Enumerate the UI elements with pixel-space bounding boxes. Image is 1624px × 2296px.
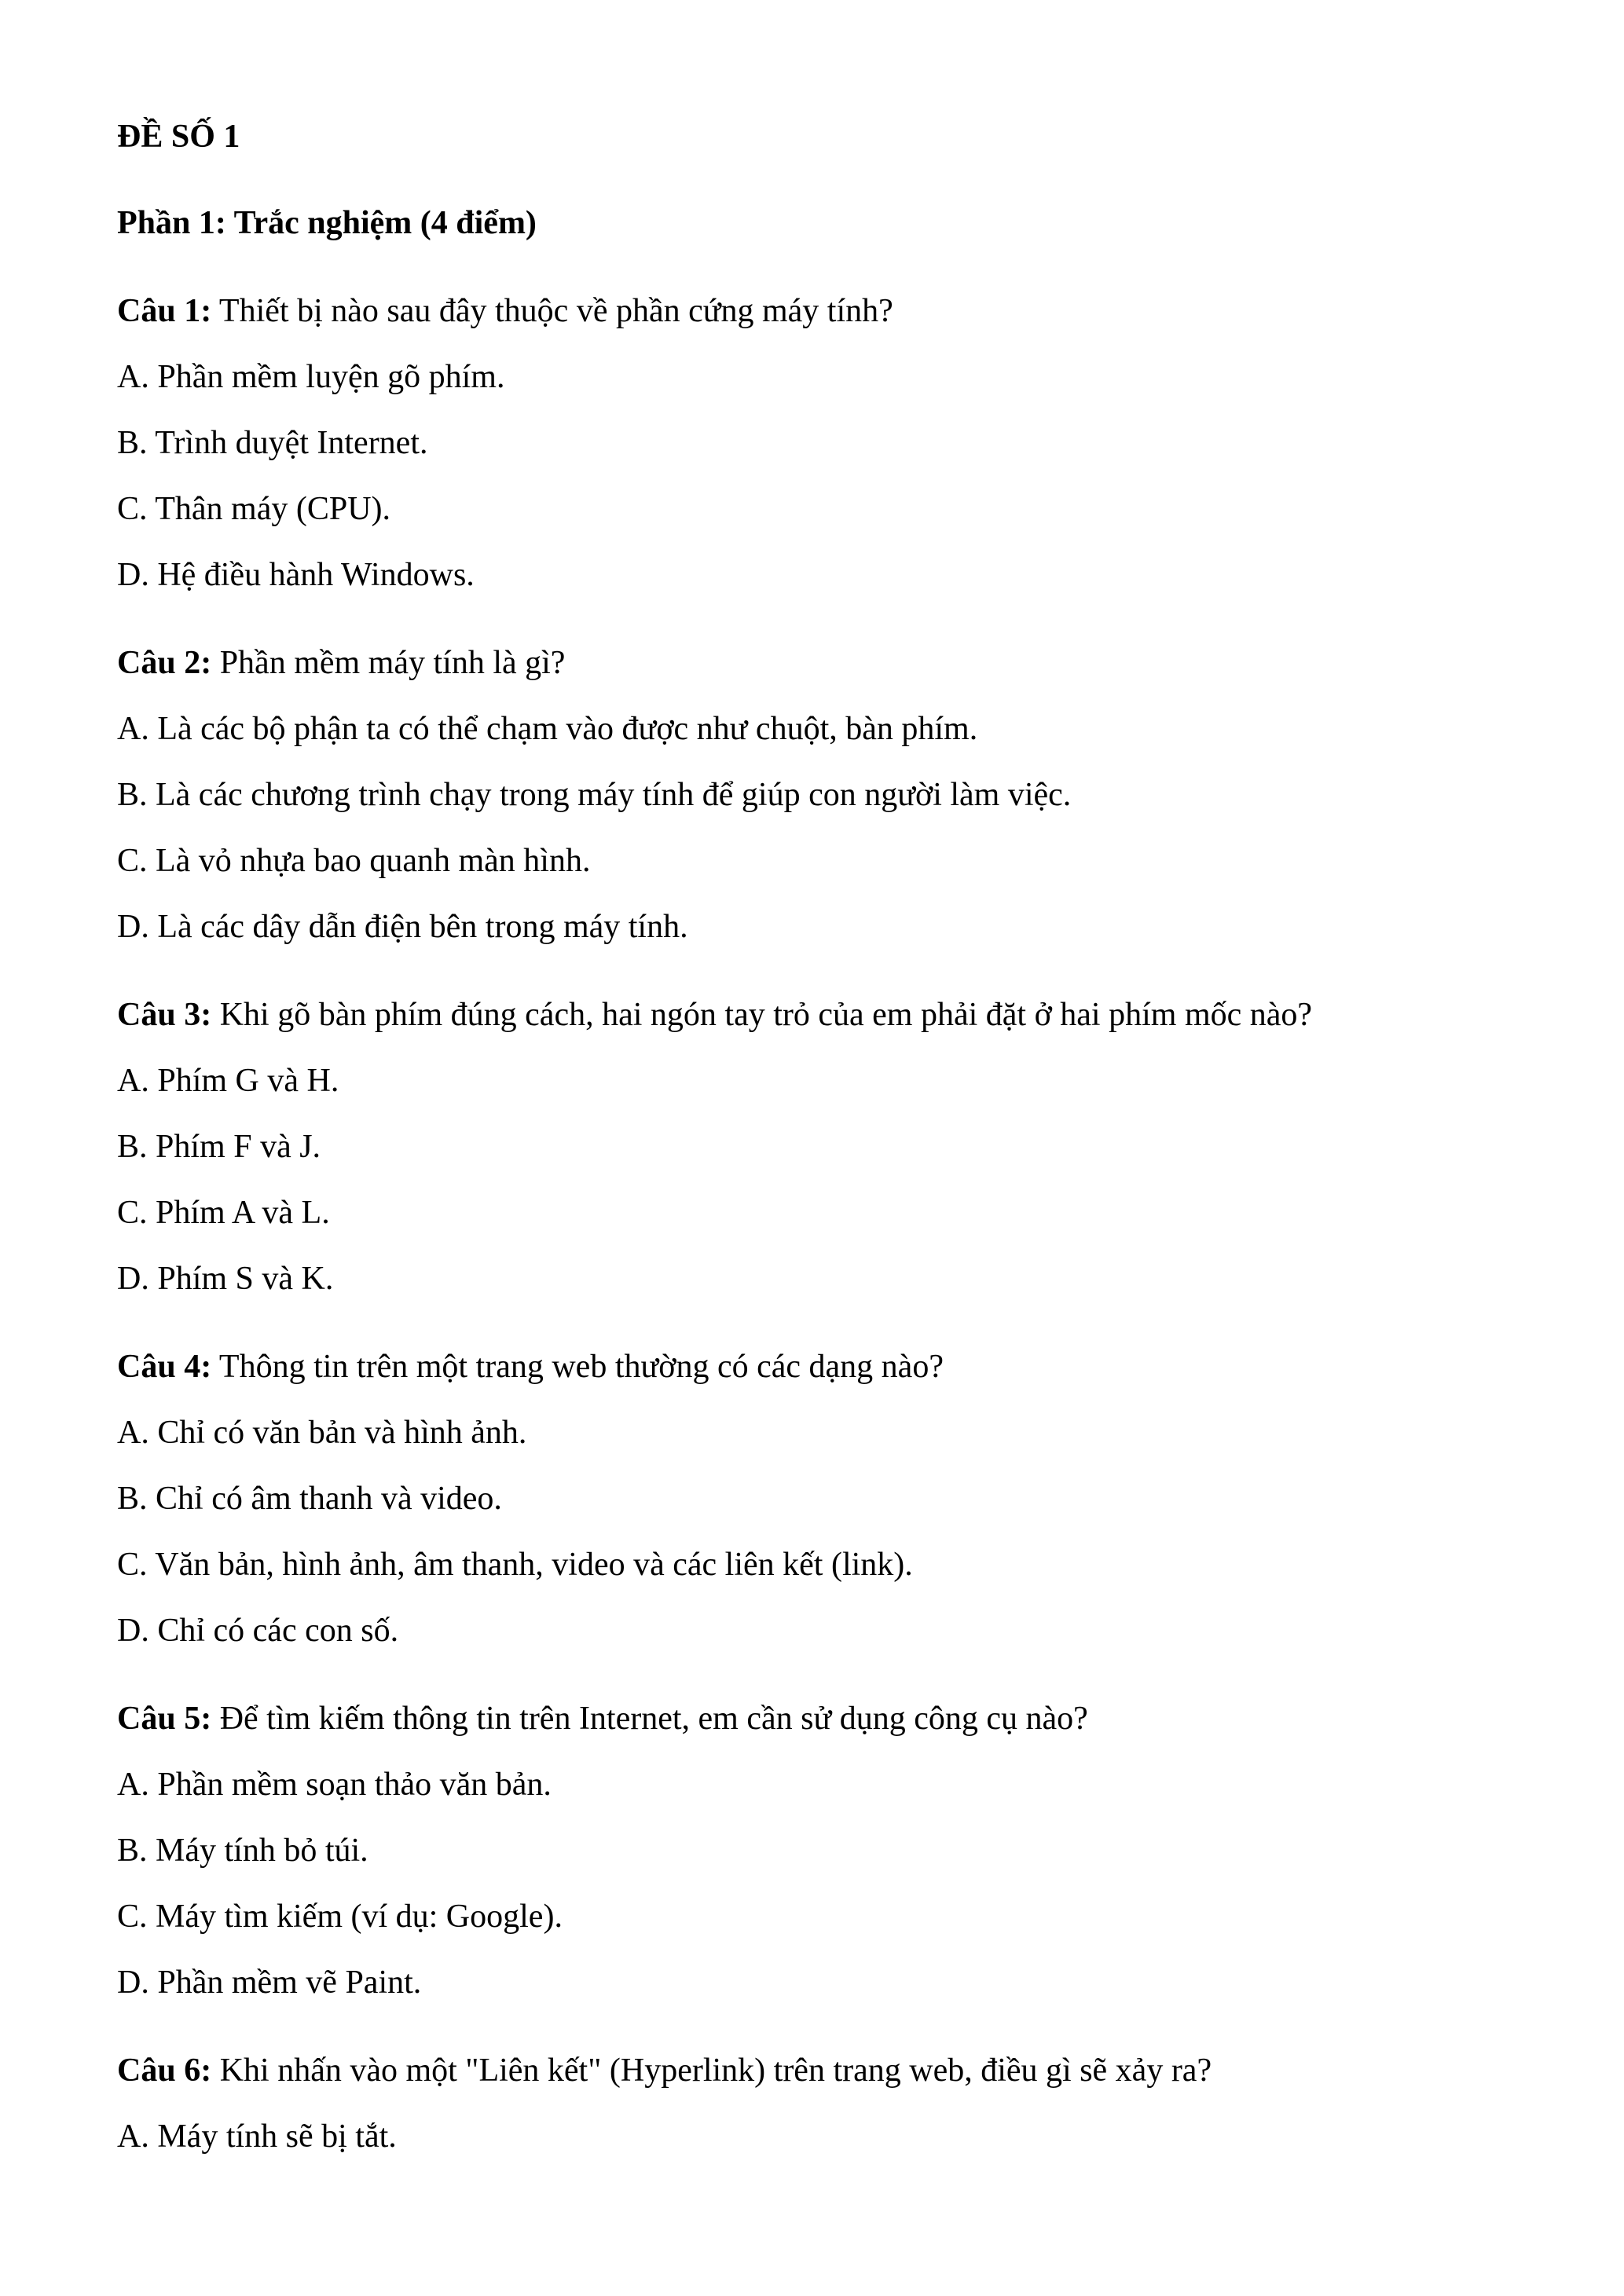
exam-page: [117, 116, 1578, 2157]
answer-option-a: A. Phần mềm luyện gõ phím.: [117, 359, 505, 395]
answer-option-d: D. Phần mềm vẽ Paint.: [117, 1965, 422, 2001]
answer-option-b: B. Phím F và J.: [117, 1129, 321, 1165]
question-stem: [117, 1698, 1578, 1739]
answer-option-d: D. Là các dây dẫn điện bên trong máy tính.: [117, 909, 688, 945]
answer-option-c: C. Phím A và L.: [117, 1195, 330, 1231]
part-heading: Phần 1: Trắc nghiệm (4 điểm): [117, 205, 537, 241]
answer-option-c: C. Máy tìm kiếm (ví dụ: Google).: [117, 1899, 563, 1935]
answer-option-d: D. Hệ điều hành Windows.: [117, 557, 475, 593]
answer-option-d: D. Phím S và K.: [117, 1261, 334, 1297]
question-stem: [117, 2050, 1578, 2091]
question-2: [117, 643, 1578, 947]
answer-option-a: A. Phần mềm soạn thảo văn bản.: [117, 1767, 552, 1803]
question-text: Thông tin trên một trang web thường có các dạng nào?: [211, 1349, 944, 1385]
answer-option-b: B. Là các chương trình chạy trong máy tính để giúp con người làm việc.: [117, 777, 1072, 813]
question-4: [117, 1346, 1578, 1651]
question-label: Câu 4:: [117, 1349, 212, 1385]
question-text: Thiết bị nào sau đây thuộc về phần cứng máy tính?: [211, 293, 893, 329]
question-label: Câu 6:: [117, 2052, 212, 2089]
answer-option-b: B. Chỉ có âm thanh và video.: [117, 1481, 502, 1517]
question-3: [117, 994, 1578, 1299]
question-text: Khi gõ bàn phím đúng cách, hai ngón tay trỏ của em phải đặt ở hai phím mốc nào?: [211, 997, 1313, 1033]
question-6: [117, 2050, 1578, 2157]
question-text: Để tìm kiếm thông tin trên Internet, em cần sử dụng công cụ nào?: [211, 1701, 1088, 1737]
question-stem: [117, 994, 1578, 1035]
question-label: Câu 2:: [117, 645, 212, 681]
question-stem: [117, 291, 1578, 331]
answer-option-b: B. Trình duyệt Internet.: [117, 425, 428, 461]
exam-title: ĐỀ SỐ 1: [117, 119, 240, 155]
answer-option-a: A. Là các bộ phận ta có thể chạm vào được như chuột, bàn phím.: [117, 711, 978, 747]
answer-option-a: A. Phím G và H.: [117, 1063, 339, 1099]
answer-option-a: A. Máy tính sẽ bị tắt.: [117, 2118, 397, 2155]
answer-option-c: C. Thân máy (CPU).: [117, 491, 391, 527]
answer-option-c: C. Văn bản, hình ảnh, âm thanh, video và các liên kết (link).: [117, 1547, 913, 1583]
answer-option-c: C. Là vỏ nhựa bao quanh màn hình.: [117, 843, 591, 879]
question-label: Câu 3:: [117, 997, 212, 1033]
question-label: Câu 1:: [117, 293, 212, 329]
answer-option-b: B. Máy tính bỏ túi.: [117, 1833, 368, 1869]
answer-option-d: D. Chỉ có các con số.: [117, 1613, 399, 1649]
question-text: Phần mềm máy tính là gì?: [211, 645, 566, 681]
question-stem: [117, 643, 1578, 683]
answer-option-a: A. Chỉ có văn bản và hình ảnh.: [117, 1415, 527, 1451]
question-text: Khi nhấn vào một "Liên kết" (Hyperlink) trên trang web, điều gì sẽ xảy ra?: [211, 2052, 1212, 2089]
question-1: [117, 291, 1578, 595]
question-stem: [117, 1346, 1578, 1387]
question-label: Câu 5:: [117, 1701, 212, 1737]
question-5: [117, 1698, 1578, 2003]
